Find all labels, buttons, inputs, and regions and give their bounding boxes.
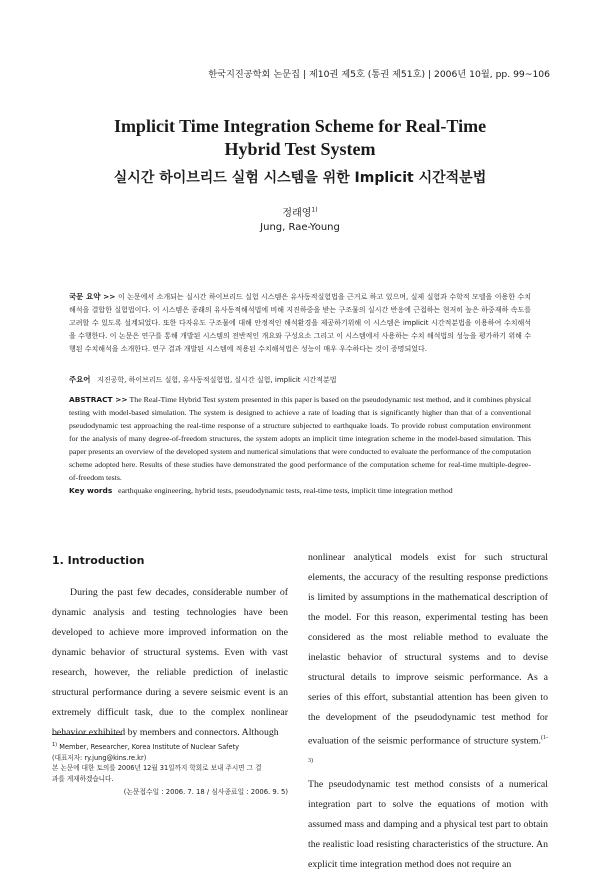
keywords-ko-label: 주요어 [69, 375, 91, 384]
author-en: Jung, Rae-Young [260, 222, 340, 233]
intro-right-p1-text: nonlinear analytical models exist for such structural elements, the accuracy of the resulting response predictions is limited by assumptions in the mathematical description of the model. For this reason, experimental testing has been considered as the most reliable method to evaluate the inelastic behavior of structural systems and to devise structural details to improve seismic performance. As a series of this effort, substantial attention has been given to the development of the pseudodynamic test method for evaluation of the seismic performance of structure system. [308, 552, 548, 747]
abstract-en [69, 393, 531, 484]
keywords-en-label: Key words [69, 486, 113, 495]
paper-title-en-line1: Implicit Time Integration Scheme for Real-Time [113, 116, 487, 136]
author-sup: 1) [311, 206, 318, 214]
intro-right-column [308, 548, 548, 875]
received-dates: (논문접수일 : 2006. 7. 18 / 심사종료일 : 2006. 9. 5) [123, 788, 288, 796]
citation-ref: (1-3) [308, 735, 548, 765]
abstract-ko [69, 290, 531, 356]
author-ko-name: 정래영 [282, 208, 312, 219]
intro-left-paragraph: During the past few decades, considerable number of dynamic analysis and testing technologies have been developed to achieve more improved information on the dynamic behavior of structural systems. Even with vast research, however, the reliable prediction of inelastic structural performance during a severe seismic event is an extremely difficult task, due to the complex nonlinear behavior exhibited by members and connectors. Although [52, 587, 288, 738]
paper-title-en [60, 115, 540, 161]
footnote-line-4: 과를 게재하겠습니다. [52, 774, 114, 783]
journal-header: 한국지진공학회 논문집 | 제10권 제5호 (통권 제51호) | 2006년 10월, pp. 99~106 [208, 69, 550, 80]
paper-title-en-line2: Hybrid Test System [224, 139, 376, 159]
author-ko [200, 204, 400, 219]
keywords-en-text: earthquake engineering, hybrid tests, pseudodynamic tests, real-time tests, implicit time integration method [118, 486, 453, 495]
footnote-marker: 1) [52, 742, 58, 748]
footnote [52, 740, 292, 784]
footnote-line-2: (대표저자: ry.jung@kins.re.kr) [52, 753, 147, 762]
paper-title-ko: 실시간 하이브리드 실험 시스템을 위한 Implicit 시간적분법 [113, 170, 487, 186]
footnote-affiliation: Member, Researcher, Korea Institute of Nuclear Safety [59, 743, 240, 752]
keywords-ko-text: 지진공학, 하이브리드 실험, 유사동적실험법, 실시간 실험, implicit 시간적분법 [97, 376, 337, 384]
abstract-ko-label: 국문 요약 >> [69, 292, 116, 301]
keywords-en [69, 486, 531, 495]
intro-right-paragraph-2: The pseudodynamic test method consists of a numerical integration part to solve the equations of motion with assumed mass and damping and a physical test part to obtain the realistic load resisting characteristics of the structure. An explicit time integration method does not require an [308, 778, 548, 870]
abstract-en-label: ABSTRACT >> [69, 395, 128, 404]
footnote-line-3: 본 논문에 대한 토의를 2006년 12월 31일까지 학회로 보내 주시면 그 결 [52, 764, 262, 773]
abstract-ko-text: 이 논문에서 소개되는 실시간 하이브리드 실험 시스템은 유사동적실험법을 근거로 하고 있으며, 실제 실험과 수학적 모델을 이용한 수치해석을 결합한 실험법이다. 이 시스템은 종래의 유사동적해석법에 비해 지진하중을 받는 구조물의 실시간 반응에 근접하는 현저히 높은 하중재하 속도를 고려할 수 있도록 설계되었다. 또한 다자유도 구조물에 대해 안정적인 해석환경을 제공하기위해 이 시스템은 implicit 시간적분법을 이용하여 수치해석을 수행한다. 이 논문은 연구를 통해 개발된 시스템의 전반적인 개요와 구성요소 그리고 이 시스템에서 사용하는 수치 해석법의 성능을 평가하기 위해 수행된 수치해석을 소개한다. 연구 결과 개발된 시스템에 적용된 수치해석법은 성능이 매우 우수하다는 것이 증명되었다. [69, 293, 531, 353]
section-heading: 1. Introduction [52, 554, 145, 567]
footnote-line-1 [52, 740, 292, 753]
intro-left-column [52, 583, 288, 743]
footnote-rule [52, 734, 122, 735]
intro-right-paragraph-1 [308, 548, 548, 775]
abstract-en-text: The Real-Time Hybrid Test system presented in this paper is based on the pseudodynamic test method, and it combines physical testing with model-based simulation. The system is designed to achieve a rate of loading that is significantly higher than that of a conventional pseudodynamic test approaching the real-time response of a structure subjected to earthquake loads. To provide robust computation environment for the analysis of many degree-of-freedom structures, the system adopts an implicit time integration scheme in the model-based simulation. This paper presents an overview of the developed system and numerical simulations that were conducted to evaluate the performance of the computation scheme adopted here. Results of these studies have demonstrated the good performance of the computation scheme for real-time multiple-degree-of-freedom tests. [69, 395, 531, 482]
keywords-ko [69, 374, 531, 385]
